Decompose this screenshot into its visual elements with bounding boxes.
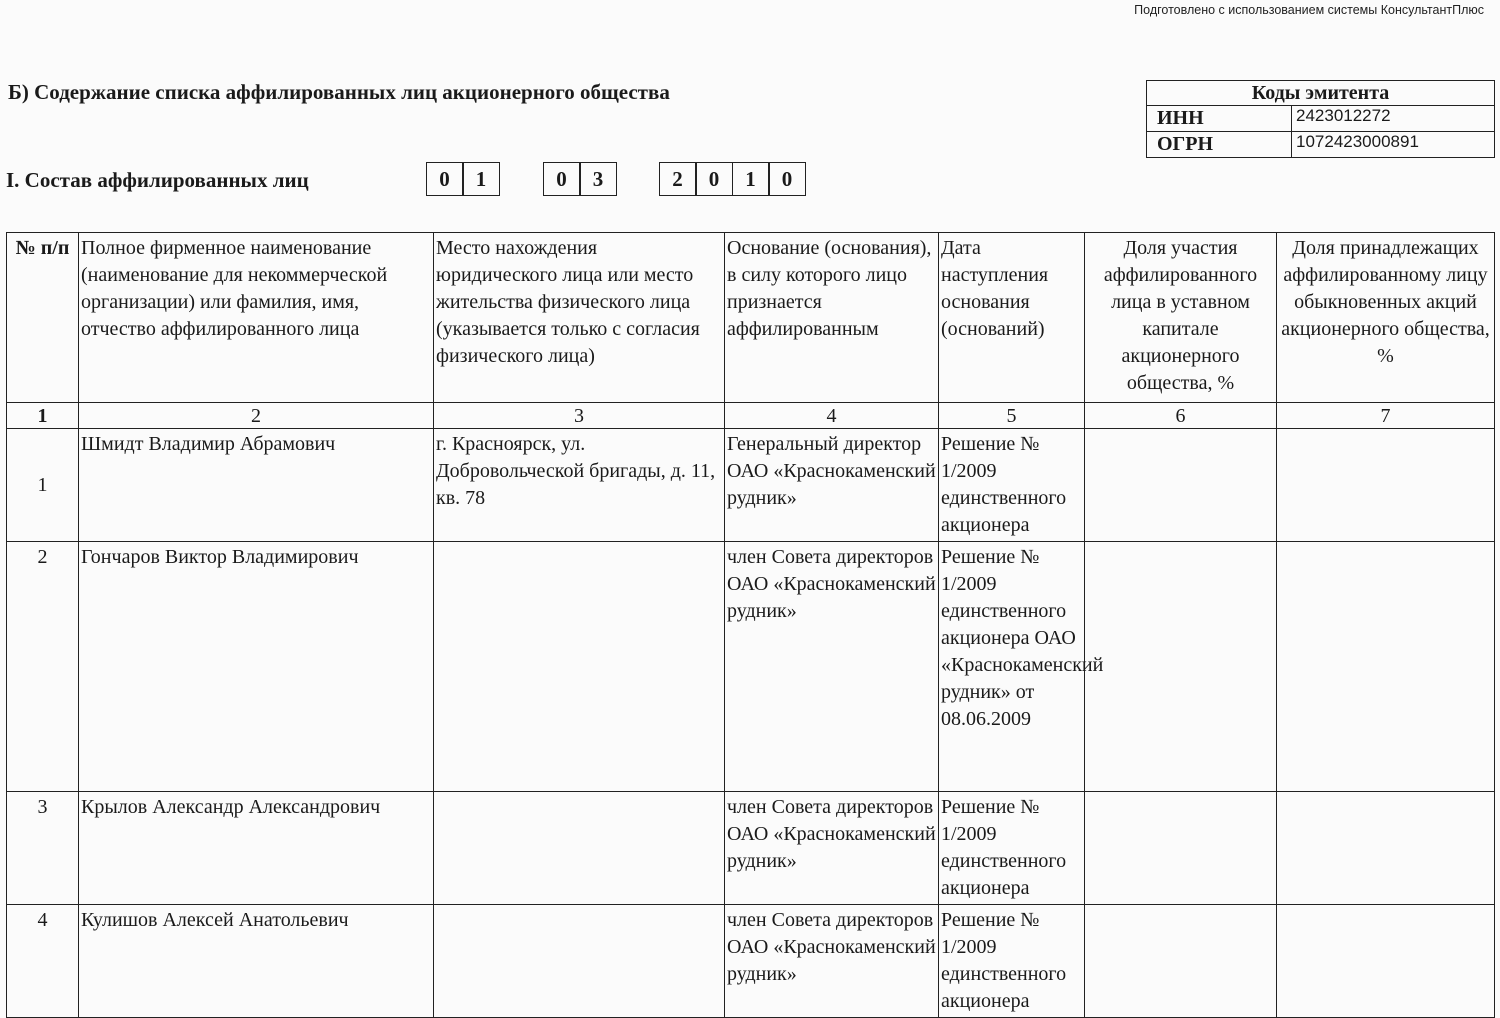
row-basis: член Совета директоров ОАО «Краснокаменский рудник» xyxy=(725,792,939,905)
date-digit: 0 xyxy=(768,162,806,196)
row-basis: член Совета директоров ОАО «Краснокаменский рудник» xyxy=(725,905,939,1018)
header-name: Полное фирменное наименование (наименование для некоммерческой организации) или фамилия, имя, отчество аффилированного лица xyxy=(79,233,434,403)
header-date: Дата наступления основания (оснований) xyxy=(939,233,1085,403)
row-date: Решение № 1/2009 единственного акционера ОАО «Краснокаменский рудник» от 08.06.2009 xyxy=(939,542,1085,792)
section-b-title: Б) Содержание списка аффилированных лиц акционерного общества xyxy=(8,80,670,104)
section-1-title: I. Состав аффилированных лиц xyxy=(6,168,309,192)
column-number: 3 xyxy=(434,403,725,429)
header-share-capital: Доля участия аффилированного лица в уставном капитале акционерного общества, % xyxy=(1085,233,1277,403)
row-share-capital xyxy=(1085,542,1277,792)
header-num: № п/п xyxy=(7,233,79,403)
date-digit: 1 xyxy=(462,162,500,196)
column-number: 1 xyxy=(7,403,79,429)
table-row xyxy=(7,542,1495,792)
row-share-stock xyxy=(1277,905,1495,1018)
table-row xyxy=(7,905,1495,1018)
column-number-row xyxy=(7,403,1495,429)
date-month-boxes xyxy=(544,162,617,196)
row-date: Решение № 1/2009 единственного акционера xyxy=(939,905,1085,1018)
row-num: 1 xyxy=(7,429,79,542)
column-number: 7 xyxy=(1277,403,1495,429)
row-share-capital xyxy=(1085,905,1277,1018)
row-address xyxy=(434,542,725,792)
date-day-boxes xyxy=(427,162,500,196)
row-num: 2 xyxy=(7,542,79,792)
row-date: Решение № 1/2009 единственного акционера xyxy=(939,792,1085,905)
table-header-row xyxy=(7,233,1495,403)
table-row xyxy=(7,792,1495,905)
row-share-stock xyxy=(1277,429,1495,542)
ogrn-value: 1072423000891 xyxy=(1292,132,1495,158)
date-digit: 0 xyxy=(426,162,464,196)
ogrn-label: ОГРН xyxy=(1147,132,1292,158)
inn-value: 2423012272 xyxy=(1292,106,1495,132)
date-digit: 3 xyxy=(579,162,617,196)
inn-label: ИНН xyxy=(1147,106,1292,132)
date-digit: 1 xyxy=(732,162,770,196)
date-digit: 0 xyxy=(695,162,733,196)
prepared-note: Подготовлено с использованием системы КонсультантПлюс xyxy=(1134,3,1484,17)
date-digit: 0 xyxy=(543,162,581,196)
row-name: Шмидт Владимир Абрамович xyxy=(79,429,434,542)
row-name: Крылов Александр Александрович xyxy=(79,792,434,905)
row-share-capital xyxy=(1085,429,1277,542)
column-number: 4 xyxy=(725,403,939,429)
affiliates-table xyxy=(6,232,1495,1018)
row-address: г. Красноярск, ул. Добровольческой бригады, д. 11, кв. 78 xyxy=(434,429,725,542)
column-number: 2 xyxy=(79,403,434,429)
header-address: Место нахождения юридического лица или место жительства физического лица (указывается только с согласия физического лица) xyxy=(434,233,725,403)
row-name: Кулишов Алексей Анатольевич xyxy=(79,905,434,1018)
row-num: 3 xyxy=(7,792,79,905)
row-share-stock xyxy=(1277,792,1495,905)
header-basis: Основание (основания), в силу которого лицо признается аффилированным xyxy=(725,233,939,403)
row-share-capital xyxy=(1085,792,1277,905)
date-digit: 2 xyxy=(659,162,697,196)
issuer-codes-title: Коды эмитента xyxy=(1147,81,1495,106)
row-date: Решение № 1/2009 единственного акционера xyxy=(939,429,1085,542)
column-number: 5 xyxy=(939,403,1085,429)
row-address xyxy=(434,905,725,1018)
row-share-stock xyxy=(1277,542,1495,792)
issuer-codes-table xyxy=(1146,80,1495,158)
table-row xyxy=(7,429,1495,542)
column-number: 6 xyxy=(1085,403,1277,429)
row-basis: Генеральный директор ОАО «Краснокаменский рудник» xyxy=(725,429,939,542)
row-basis: член Совета директоров ОАО «Краснокаменский рудник» xyxy=(725,542,939,792)
row-num: 4 xyxy=(7,905,79,1018)
row-name: Гончаров Виктор Владимирович xyxy=(79,542,434,792)
header-share-stock: Доля принадлежащих аффилированному лицу обыкновенных акций акционерного общества, % xyxy=(1277,233,1495,403)
date-year-boxes xyxy=(660,162,806,196)
row-address xyxy=(434,792,725,905)
